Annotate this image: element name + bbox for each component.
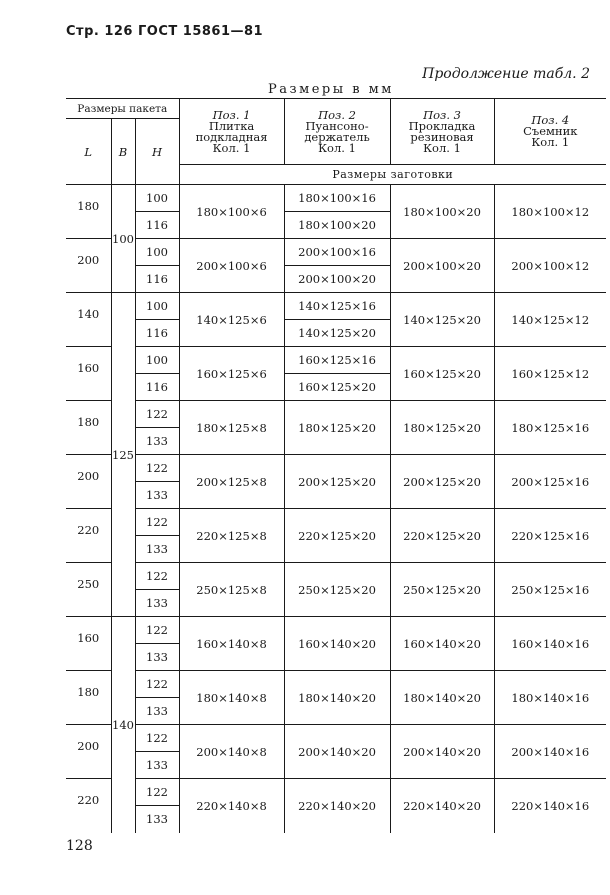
packet-header: Размеры пакета	[66, 99, 179, 119]
cell-L: 180	[66, 185, 111, 239]
cell-H: 133	[135, 590, 179, 617]
cell-pos3: 180×125×20	[390, 401, 494, 455]
cell-pos4: 160×125×12	[494, 347, 606, 401]
pos2-qty: Кол. 1	[318, 140, 356, 155]
cell-pos1: 180×100×6	[179, 185, 284, 239]
pos3-header	[390, 99, 494, 165]
cell-pos1: 220×140×8	[179, 779, 284, 833]
sizes-title: Размеры в мм	[268, 82, 394, 97]
cell-H: 116	[135, 266, 179, 293]
cell-H: 122	[135, 509, 179, 536]
pos1-name: Плитка подкладная	[195, 118, 268, 144]
cell-pos1: 160×140×8	[179, 617, 284, 671]
cell-H: 100	[135, 293, 179, 320]
table-row	[66, 293, 606, 320]
cell-pos1: 200×140×8	[179, 725, 284, 779]
cell-H: 116	[135, 374, 179, 401]
cell-pos4: 180×100×12	[494, 185, 606, 239]
cell-pos2: 200×140×20	[284, 725, 390, 779]
cell-pos3: 180×100×20	[390, 185, 494, 239]
pos4-name: Съемник	[523, 124, 578, 138]
col-L: L	[66, 119, 111, 185]
cell-pos1: 180×140×8	[179, 671, 284, 725]
cell-pos2: 220×125×20	[284, 509, 390, 563]
cell-H: 122	[135, 725, 179, 752]
cell-pos2: 250×125×20	[284, 563, 390, 617]
cell-H: 133	[135, 806, 179, 833]
cell-L: 200	[66, 725, 111, 779]
cell-B: 100	[111, 185, 135, 293]
page-header: Стр. 126 ГОСТ 15861—81	[66, 24, 264, 39]
cell-pos3: 200×100×20	[390, 239, 494, 293]
cell-H: 122	[135, 671, 179, 698]
cell-L: 200	[66, 455, 111, 509]
table-row	[66, 401, 606, 428]
cell-pos2: 180×125×20	[284, 401, 390, 455]
cell-H: 100	[135, 185, 179, 212]
cell-L: 140	[66, 293, 111, 347]
col-H: H	[135, 119, 179, 185]
cell-L: 220	[77, 793, 100, 807]
cell-pos1: 180×125×8	[179, 401, 284, 455]
continuation-label: Продолжение табл. 2	[422, 66, 590, 82]
pos2-name: Пуансоно-держатель	[304, 118, 370, 144]
cell-pos3: 140×125×20	[390, 293, 494, 347]
table-row	[66, 455, 606, 482]
cell-pos2: 220×140×20	[284, 779, 390, 833]
cell-pos2: 160×140×20	[284, 617, 390, 671]
cell-pos1: 200×100×6	[179, 239, 284, 293]
pos4-header	[494, 99, 606, 165]
cell-pos1: 220×125×8	[179, 509, 284, 563]
pos2-label: Поз. 2	[318, 107, 356, 122]
pos4-qty: Кол. 1	[531, 135, 570, 149]
cell-pos4: 200×140×16	[494, 725, 606, 779]
cell-pos4: 200×100×12	[494, 239, 606, 293]
pos4-label: Поз. 4	[531, 113, 570, 127]
cell-H: 100	[135, 347, 179, 374]
cell-pos4: 250×125×16	[494, 563, 606, 617]
table-row	[66, 509, 606, 536]
cell-H: 122	[135, 563, 179, 590]
pos1-qty: Кол. 1	[212, 140, 251, 155]
cell-L: 220	[66, 509, 111, 563]
pos1-label: Поз. 1	[212, 107, 251, 122]
cell-pos2: 160×125×16	[284, 347, 390, 374]
cell-pos2: 180×100×16	[284, 185, 390, 212]
cell-pos4: 180×140×16	[494, 671, 606, 725]
dimensions-table	[66, 98, 606, 833]
cell-pos4: 200×125×16	[494, 455, 606, 509]
cell-H: 133	[135, 428, 179, 455]
table-row	[66, 725, 606, 752]
pos3-qty: Кол. 1	[423, 140, 461, 155]
cell-L: 180	[66, 401, 111, 455]
col-B: B	[111, 119, 135, 185]
cell-H: 133	[135, 698, 179, 725]
cell-pos1: 160×125×6	[179, 347, 284, 401]
cell-pos2: 140×125×16	[284, 293, 390, 320]
cell-H: 133	[135, 752, 179, 779]
cell-pos3: 220×125×20	[390, 509, 494, 563]
cell-pos4: 140×125×12	[494, 293, 606, 347]
cell-pos3: 180×140×20	[390, 671, 494, 725]
cell-pos3: 160×140×20	[390, 617, 494, 671]
pos1-header	[179, 99, 284, 165]
table-row	[66, 563, 606, 590]
cell-H: 133	[135, 536, 179, 563]
cell-H: 133	[135, 644, 179, 671]
cell-pos1: 140×125×6	[179, 293, 284, 347]
table-row	[66, 779, 606, 806]
cell-H: 122	[135, 617, 179, 644]
cell-H: 116	[135, 320, 179, 347]
cell-pos4: 160×140×16	[494, 617, 606, 671]
cell-L: 200	[66, 239, 111, 293]
cell-pos1: 250×125×8	[179, 563, 284, 617]
cell-pos2: 160×125×20	[284, 374, 390, 401]
cell-pos1: 200×125×8	[179, 455, 284, 509]
cell-pos3: 200×140×20	[390, 725, 494, 779]
cell-H: 122	[135, 779, 179, 806]
pos3-name: Прокладка резиновая	[408, 118, 476, 144]
table-row	[66, 671, 606, 698]
pos2-header	[284, 99, 390, 165]
cell-pos2: 200×100×16	[284, 239, 390, 266]
cell-pos3: 200×125×20	[390, 455, 494, 509]
pos3-label: Поз. 3	[423, 107, 461, 122]
table-row	[66, 347, 606, 374]
cell-H: 133	[135, 482, 179, 509]
table-row	[66, 617, 606, 644]
cell-H: 100	[135, 239, 179, 266]
cell-pos2: 180×140×20	[284, 671, 390, 725]
cell-pos2: 180×100×20	[284, 212, 390, 239]
cell-H: 116	[135, 212, 179, 239]
table-row	[66, 239, 606, 266]
cell-pos4: 180×125×16	[494, 401, 606, 455]
cell-B: 140	[111, 617, 135, 833]
cell-L: 160	[66, 347, 111, 401]
cell-pos3: 160×125×20	[390, 347, 494, 401]
cell-L: 160	[66, 617, 111, 671]
cell-pos3: 250×125×20	[390, 563, 494, 617]
cell-pos4: 220×140×16	[494, 779, 606, 833]
page-number: 128	[66, 838, 93, 854]
cell-pos2: 140×125×20	[284, 320, 390, 347]
table-row	[66, 185, 606, 212]
cell-pos2: 200×125×20	[284, 455, 390, 509]
cell-pos4: 220×125×16	[494, 509, 606, 563]
cell-pos3: 220×140×20	[390, 779, 494, 833]
cell-B: 125	[111, 293, 135, 617]
cell-H: 122	[135, 455, 179, 482]
cell-H: 122	[135, 401, 179, 428]
cell-L: 180	[66, 671, 111, 725]
cell-pos2: 200×100×20	[284, 266, 390, 293]
cell-L: 250	[66, 563, 111, 617]
blank-sizes-header: Размеры заготовки	[179, 165, 606, 185]
